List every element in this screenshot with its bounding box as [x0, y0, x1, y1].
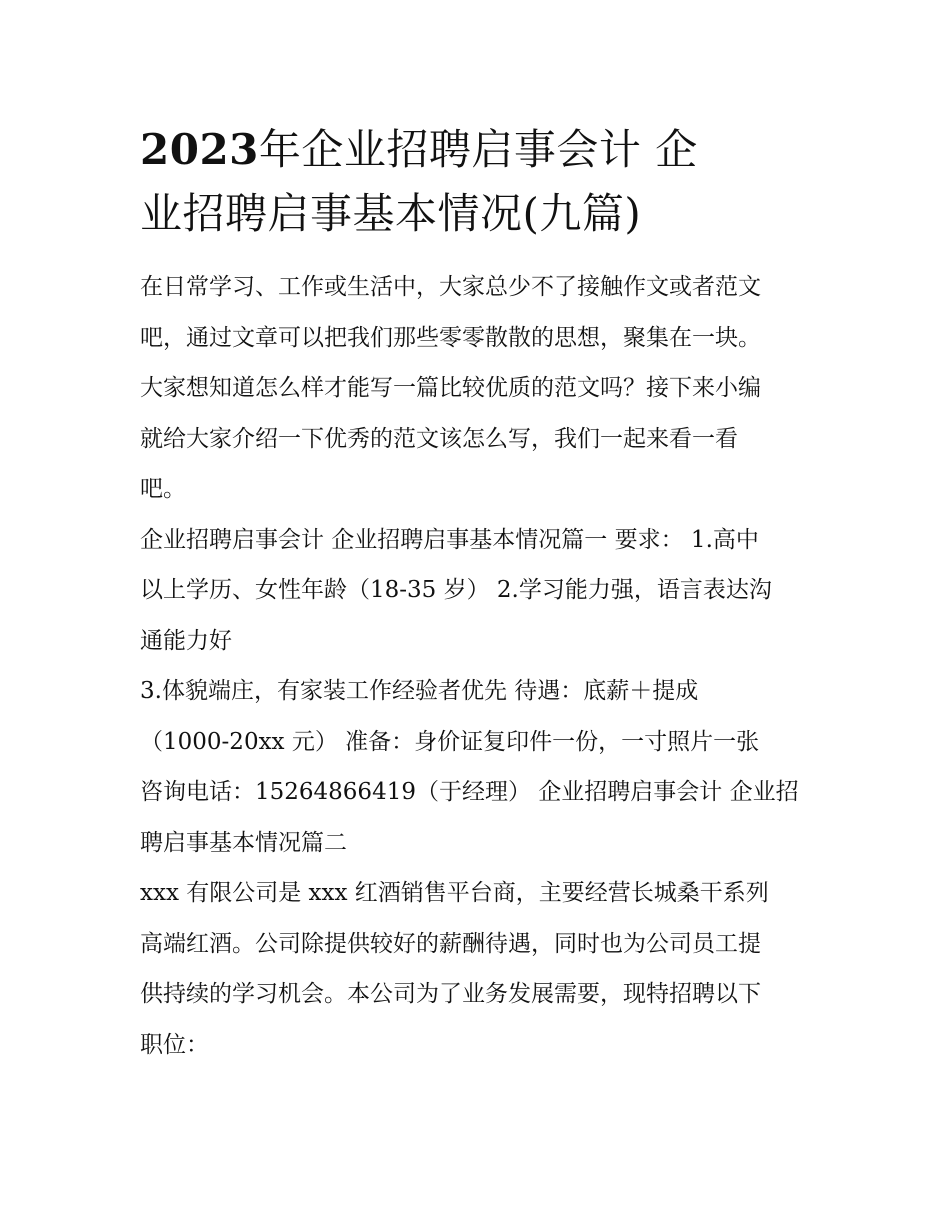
- benefits-paragraph: [140, 666, 820, 868]
- intro-paragraph: [140, 262, 820, 515]
- paragraph-line: 高端红酒。公司除提供较好的薪酬待遇，同时也为公司员工提: [140, 930, 761, 957]
- paragraph-line: 企业招聘启事会计 企业招聘启事基本情况篇一 要求： 1.高中: [140, 526, 759, 553]
- document-title: [140, 118, 820, 246]
- title-line-1-text: 年企业招聘启事会计 企: [258, 125, 698, 174]
- document-body: [140, 262, 820, 1070]
- title-line-2: 业招聘启事基本情况(九篇): [140, 189, 642, 238]
- paragraph-line: 3.体貌端庄，有家装工作经验者优先 待遇：底薪＋提成: [140, 678, 699, 704]
- paragraph-line: 在日常学习、工作或生活中，大家总少不了接触作文或者范文: [140, 274, 761, 300]
- title-line-1: [140, 118, 820, 182]
- document-content: [140, 118, 820, 1070]
- paragraph-line: 通能力好: [140, 627, 232, 654]
- title-year: 2023: [140, 125, 259, 174]
- paragraph-line: xxx 有限公司是 xxx 红酒销售平台商，主要经营长城桑干系列: [140, 880, 769, 906]
- paragraph-line: 供持续的学习机会。本公司为了业务发展需要，现特招聘以下: [140, 981, 761, 1007]
- paragraph-line: 以上学历、女性年龄（18-35 岁） 2.学习能力强，语言表达沟: [140, 577, 772, 603]
- paragraph-line: 聘启事基本情况篇二: [140, 829, 347, 856]
- company-paragraph: [140, 868, 820, 1070]
- paragraph-line: （1000-20xx 元） 准备：身价证复印件一份，一寸照片一张: [140, 728, 760, 755]
- paragraph-line: 咨询电话：15264866419（于经理） 企业招聘启事会计 企业招: [140, 779, 799, 805]
- paragraph-line: 就给大家介绍一下优秀的范文该怎么写，我们一起来看一看: [140, 425, 738, 452]
- paragraph-line: 职位：: [140, 1031, 209, 1058]
- paragraph-line: 大家想知道怎么样才能写一篇比较优质的范文吗？接下来小编: [140, 375, 761, 401]
- requirements-paragraph: [140, 515, 820, 667]
- paragraph-line: 吧。: [140, 476, 186, 502]
- paragraph-line: 吧，通过文章可以把我们那些零零散散的思想，聚集在一块。: [140, 324, 761, 351]
